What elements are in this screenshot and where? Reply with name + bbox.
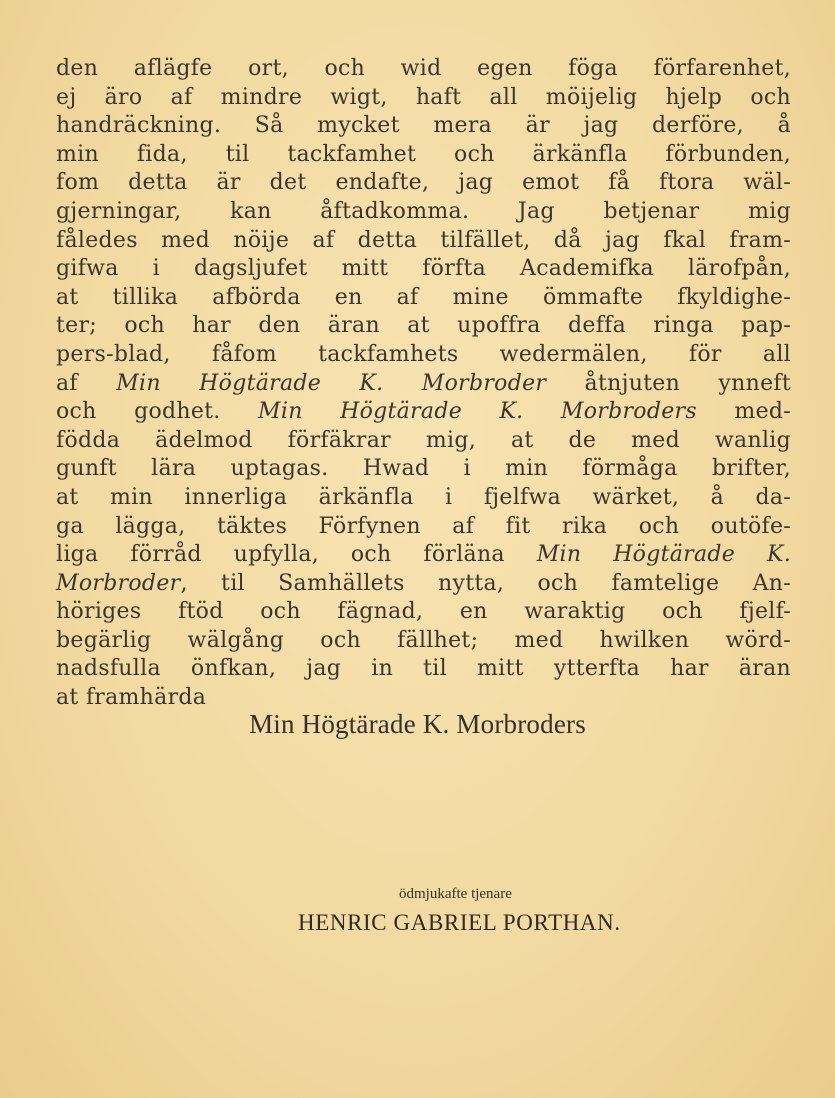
text-line [56,341,791,370]
text-line [56,598,791,627]
text-segment: gjerningar, kan åftadkomma. Jag betjenar mig [56,198,791,224]
text-line [56,227,791,256]
dedication-body-text [56,55,791,713]
text-line [56,255,791,284]
text-segment: at framhärda [56,685,207,711]
text-line [56,541,791,570]
text-segment: födda ädelmod förfäkrar mig, at de med wanlig [56,427,791,453]
text-segment: och godhet. [56,399,259,425]
text-line [56,570,791,599]
text-segment: af [56,370,117,396]
italic-text-segment: Min Högtärade K. Morbroder [116,370,547,396]
text-segment: at min innerliga ärkänfla i fjelfwa wärket, å da- [56,484,791,510]
text-segment: höriges ftöd och fägnad, en waraktig och fjelf- [56,599,791,625]
text-segment: handräckning. Så mycket mera är jag derföre, å [56,113,791,139]
text-segment: gifwa i dagsljufet mitt förfta Academifka lärofpån, [56,256,791,282]
text-line [56,627,791,656]
author-signature: HENRIC GABRIEL PORTHAN. [298,910,621,935]
text-segment: nadsfulla önfkan, jag in til mitt ytterfta har äran [56,656,791,682]
text-segment: ej äro af mindre wigt, haft all möijelig hjelp och [56,84,791,110]
text-segment: min fida, til tackfamhet och ärkänfla förbunden, [56,141,791,167]
text-segment: begärlig wälgång och fällhet; med hwilken wörd- [56,627,791,653]
text-line [56,370,791,399]
text-segment: pers-blad, fåfom tackfamhets wedermälen, för all [56,341,791,367]
text-line [56,169,791,198]
text-line [56,398,791,427]
text-line [56,427,791,456]
text-segment: ga lägga, täktes Förfynen af fit rika och outöfe- [56,513,791,539]
closing-salutation: Min Högtärade K. Morbroders [249,709,586,739]
text-segment: fåledes med nöije af detta tilfället, då jag fkal fram- [56,227,791,253]
text-segment: fom detta är det endafte, jag emot få ftora wäl- [56,170,791,196]
text-segment: , til Samhällets nytta, och famtelige An- [180,570,791,596]
italic-text-segment: Min Högtärade K. [536,542,791,568]
italic-text-segment: Morbroder [56,570,181,596]
text-line [56,112,791,141]
text-line [56,141,791,170]
text-line [56,513,791,542]
text-segment: åtnjuten ynneft [546,370,791,396]
text-line [56,655,791,684]
text-segment: ter; och har den äran at upoffra deffa ringa pap- [56,313,791,339]
closing-servant-line: ödmjukafte tjenare [399,886,512,902]
text-line [56,455,791,484]
text-segment: med- [696,399,791,425]
text-segment: at tillika afbörda en af mine ömmafte fkyldighe- [56,284,791,310]
text-line [56,84,791,113]
italic-text-segment: Min Högtärade K. Morbroders [258,399,697,425]
text-segment: den aflägfe ort, och wid egen föga förfarenhet, [56,56,791,81]
text-line [56,55,791,84]
text-segment: gunft lära uptagas. Hwad i min förmåga brifter, [56,456,791,482]
text-line [56,312,791,341]
text-segment: liga förråd upfylla, och förläna [56,542,537,568]
text-line [56,198,791,227]
text-line [56,284,791,313]
text-line [56,484,791,513]
